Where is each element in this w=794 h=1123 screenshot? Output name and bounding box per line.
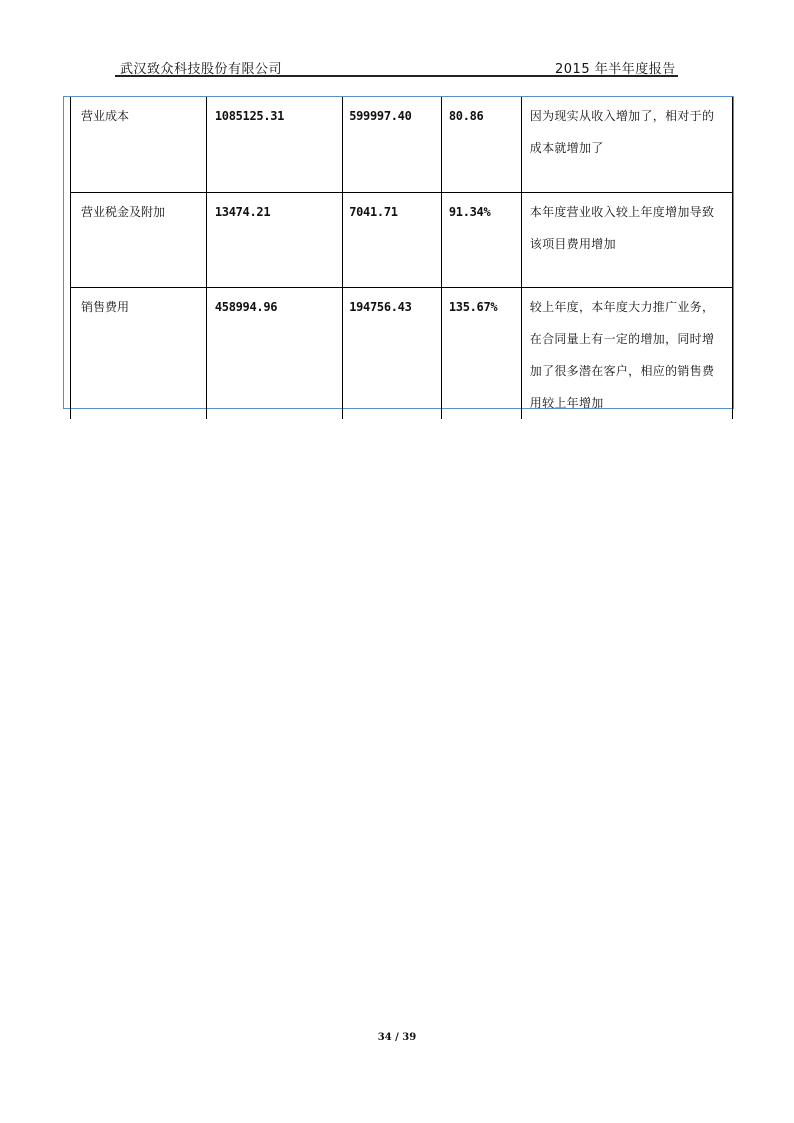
expense-table-frame: [63, 96, 734, 409]
item-cell: 营业成本: [71, 97, 207, 193]
current-amount-cell: 458994.96: [206, 288, 342, 420]
expense-table: [70, 97, 733, 419]
header-divider: [115, 75, 678, 77]
page-number: 34 / 39: [377, 1032, 417, 1043]
previous-amount-cell: 194756.43: [343, 288, 442, 420]
table-row: [71, 97, 733, 193]
previous-amount-cell: 599997.40: [343, 97, 442, 193]
change-rate-cell: 80.86: [441, 97, 521, 193]
item-cell: 销售费用: [71, 288, 207, 420]
table-row: [71, 288, 733, 420]
previous-amount-cell: 7041.71: [343, 193, 442, 288]
reason-cell: 因为现实从收入增加了，相对于的成本就增加了: [521, 97, 732, 193]
item-cell: 营业税金及附加: [71, 193, 207, 288]
change-rate-cell: 135.67%: [441, 288, 521, 420]
current-amount-cell: 1085125.31: [206, 97, 342, 193]
report-title: 2015 年半年度报告: [555, 62, 676, 77]
company-name: 武汉致众科技股份有限公司: [120, 62, 283, 77]
reason-cell: 较上年度，本年度大力推广业务，在合同量上有一定的增加，同时增加了很多潜在客户，相应的销售费用较上年增加: [521, 288, 732, 420]
table-row: [71, 193, 733, 288]
change-rate-cell: 91.34%: [441, 193, 521, 288]
current-amount-cell: 13474.21: [206, 193, 342, 288]
reason-cell: 本年度营业收入较上年度增加导致该项目费用增加: [521, 193, 732, 288]
